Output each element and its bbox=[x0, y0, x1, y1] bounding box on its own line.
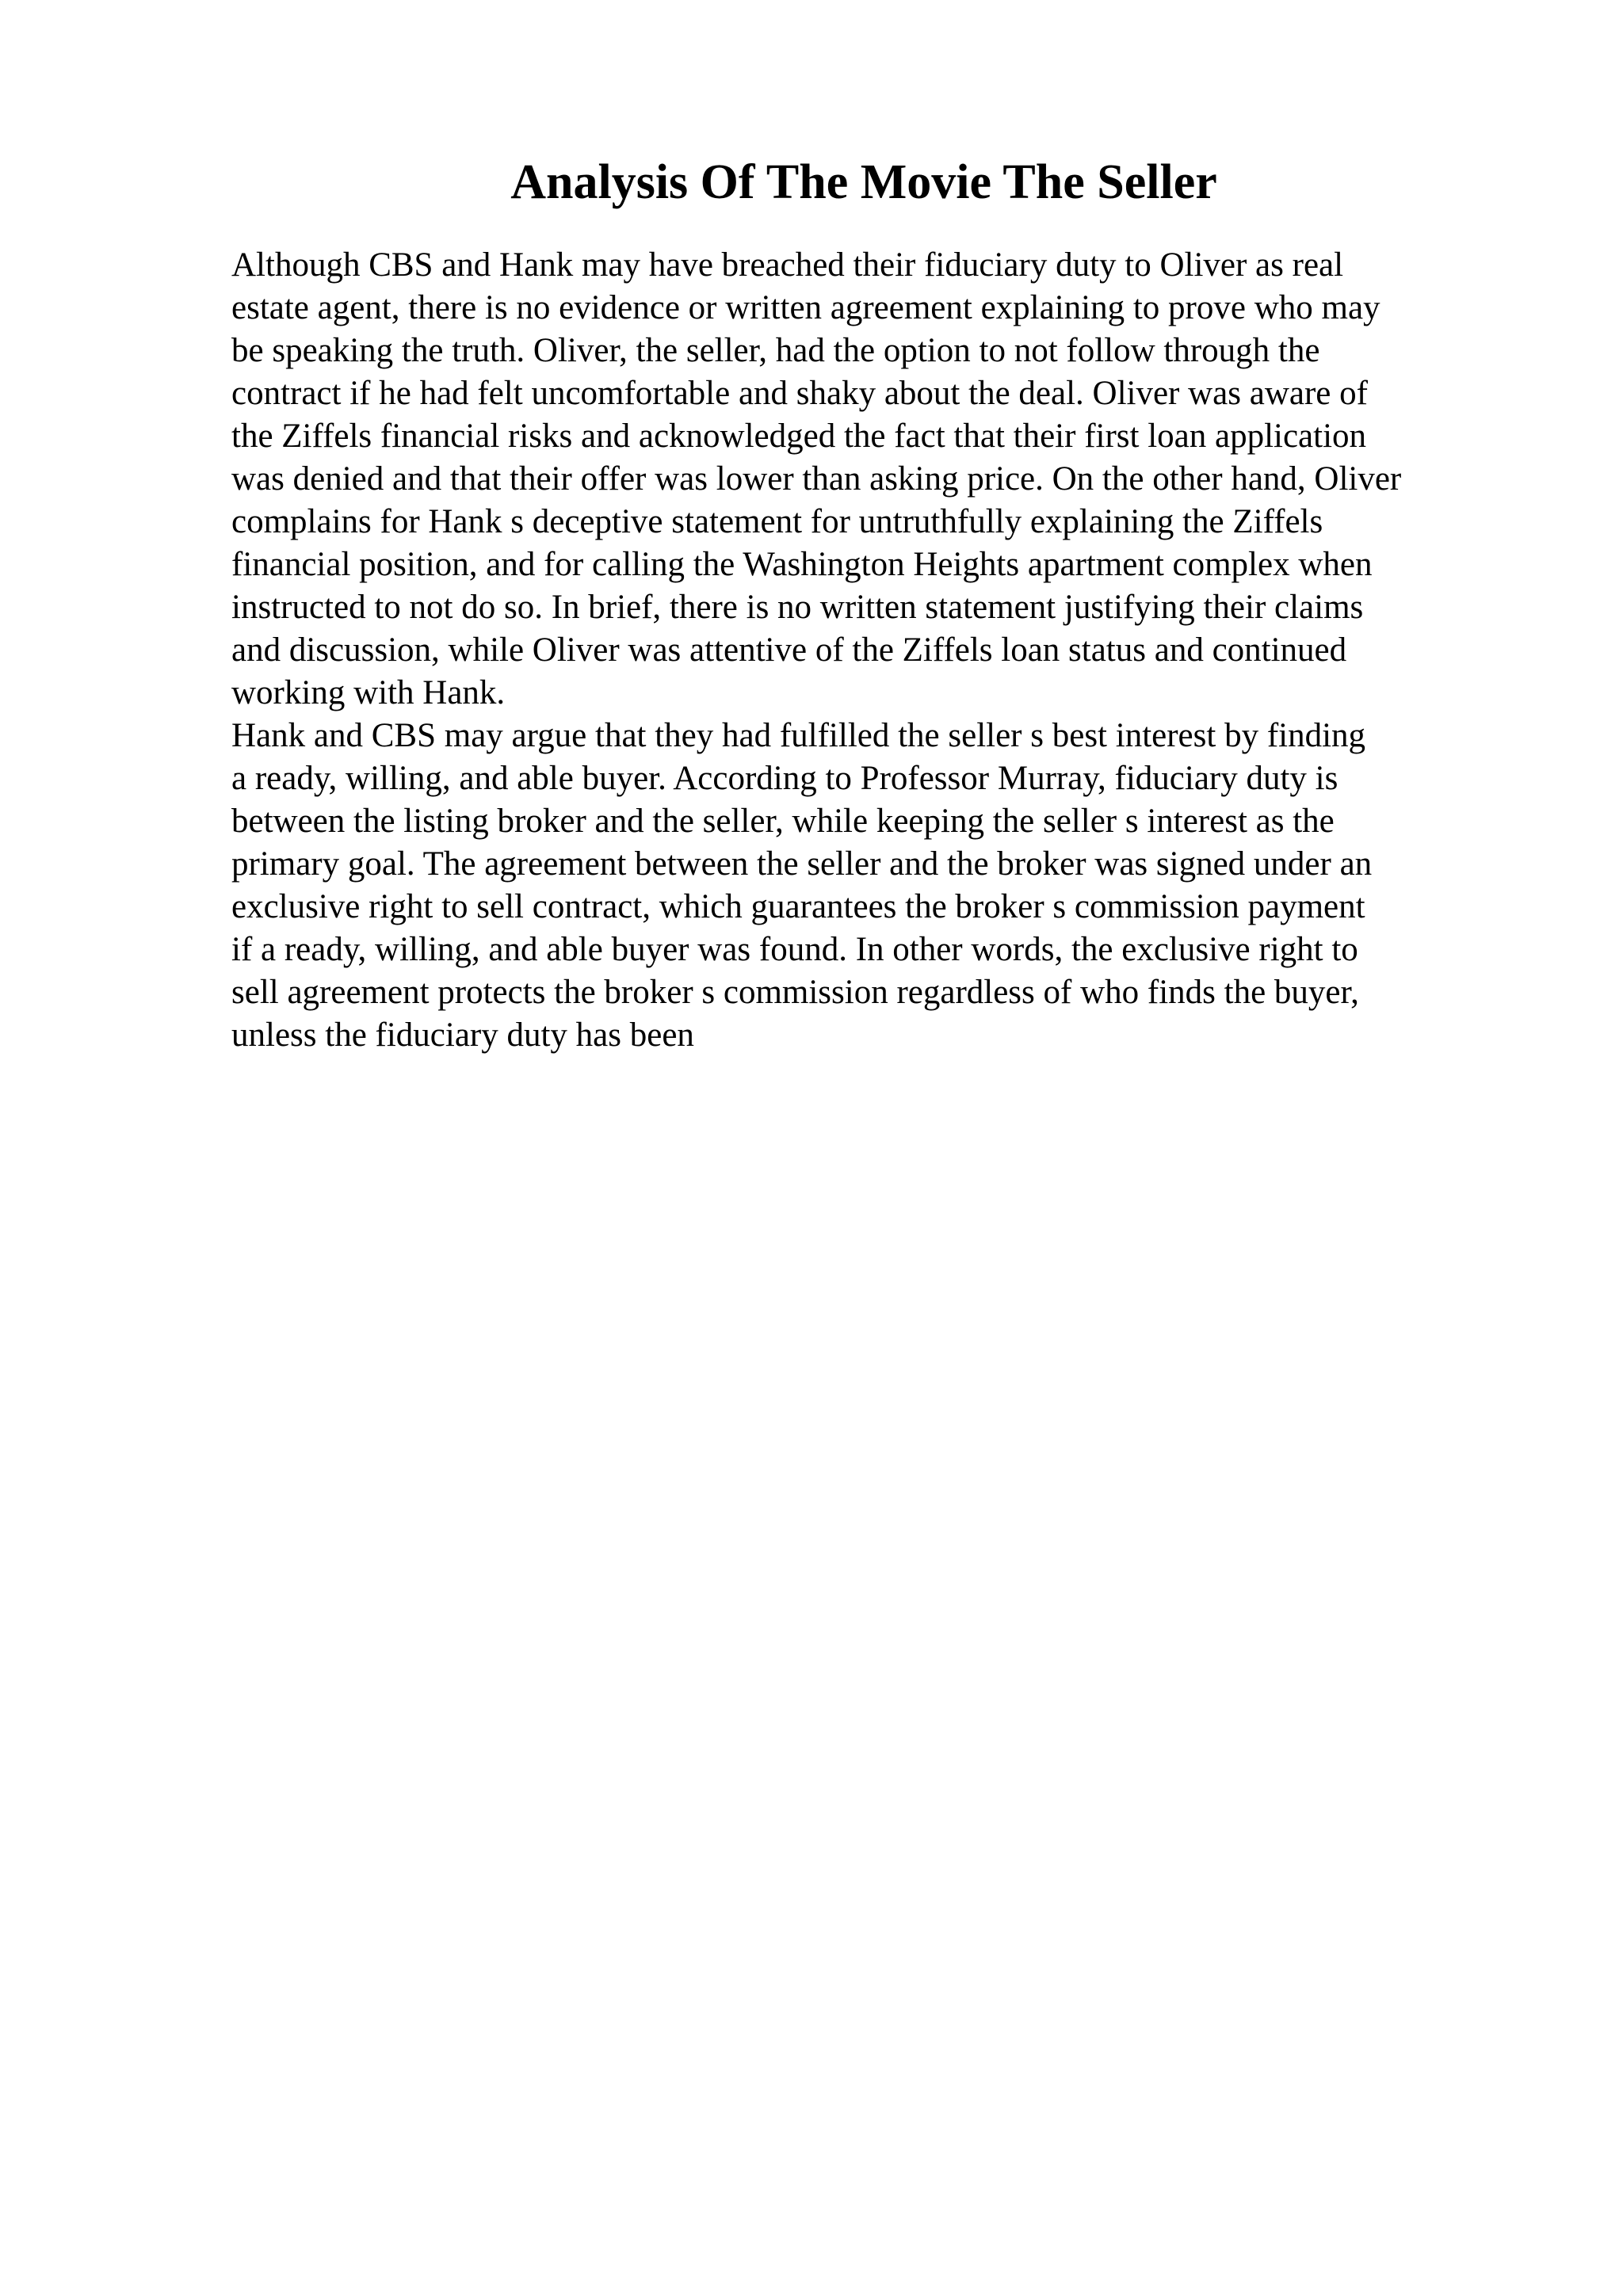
text-line: complains for Hank s deceptive statement for untruthfully explaining the Ziffels bbox=[231, 503, 1323, 540]
text-line: and discussion, while Oliver was attentive of the Ziffels loan status and continued bbox=[231, 631, 1347, 669]
text-line: working with Hank. bbox=[231, 674, 506, 711]
document-body bbox=[231, 244, 1594, 1057]
text-line: estate agent, there is no evidence or written agreement explaining to prove who may bbox=[231, 289, 1381, 326]
text-line: was denied and that their offer was lower than asking price. On the other hand, Oliver bbox=[231, 460, 1402, 498]
text-line: contract if he had felt uncomfortable and shaky about the deal. Oliver was aware of bbox=[231, 375, 1368, 412]
text-line: if a ready, willing, and able buyer was found. In other words, the exclusive right to bbox=[231, 931, 1358, 968]
text-line: Although CBS and Hank may have breached their fiduciary duty to Oliver as real bbox=[231, 246, 1344, 284]
text-line: the Ziffels financial risks and acknowledged the fact that their first loan application bbox=[231, 418, 1367, 455]
document-title: Analysis Of The Movie The Seller bbox=[510, 155, 1217, 209]
text-line: primary goal. The agreement between the seller and the broker was signed under an bbox=[231, 845, 1373, 883]
text-line: sell agreement protects the broker s commission regardless of who finds the buyer, bbox=[231, 974, 1359, 1011]
text-line: be speaking the truth. Oliver, the seller, had the option to not follow through the bbox=[231, 332, 1320, 369]
text-line: unless the fiduciary duty has been bbox=[231, 1016, 694, 1054]
text-line: a ready, willing, and able buyer. According to Professor Murray, fiduciary duty is bbox=[231, 760, 1338, 797]
text-line: exclusive right to sell contract, which guarantees the broker s commission payment bbox=[231, 888, 1365, 925]
text-line: financial position, and for calling the Washington Heights apartment complex when bbox=[231, 546, 1373, 583]
text-line: between the listing broker and the seller, while keeping the seller s interest as the bbox=[231, 803, 1335, 840]
text-line: instructed to not do so. In brief, there is no written statement justifying their claims bbox=[231, 589, 1364, 626]
text-line: Hank and CBS may argue that they had fulfilled the seller s best interest by finding bbox=[231, 717, 1366, 754]
